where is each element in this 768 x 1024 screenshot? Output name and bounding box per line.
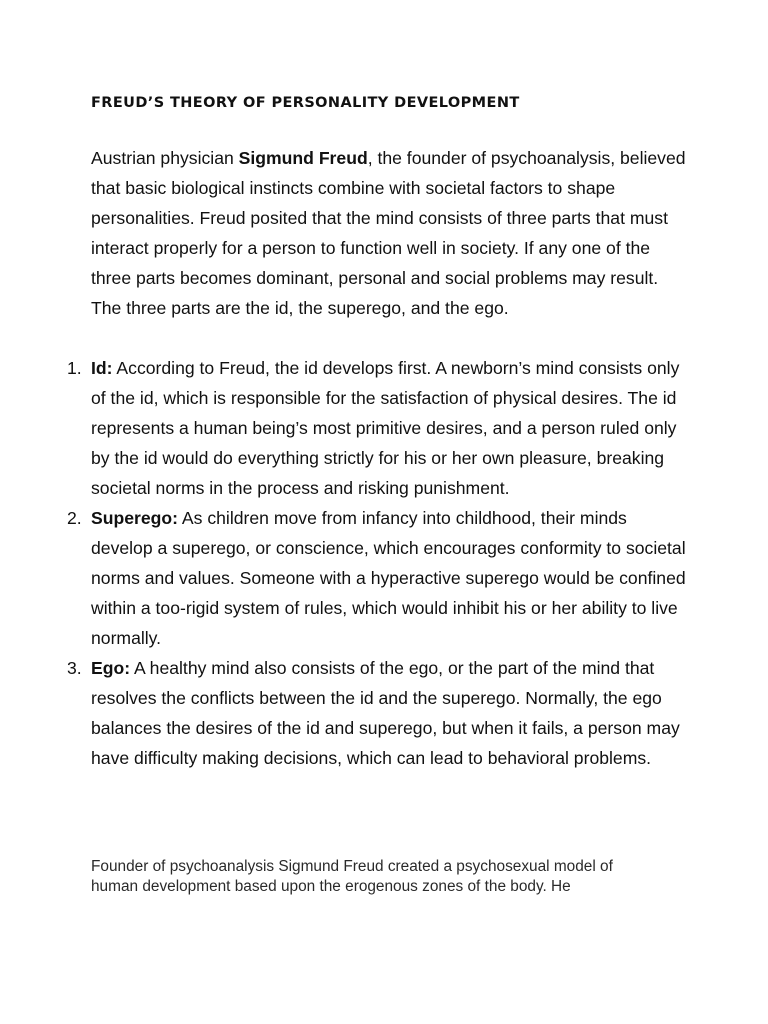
list-item-ego <box>67 653 691 773</box>
list-item-superego <box>67 503 691 653</box>
footer-line-2: human development based upon the erogenous zones of the body. He <box>91 878 571 895</box>
intro-paragraph <box>91 143 691 323</box>
term-superego: Superego: <box>91 508 178 528</box>
freud-name: Sigmund Freud <box>238 148 368 168</box>
term-ego: Ego: <box>91 658 131 678</box>
term-id: Id: <box>91 358 113 378</box>
personality-parts-list <box>67 353 691 773</box>
list-number: 2. <box>67 508 82 528</box>
item-text: According to Freud, the id develops first. A newborn’s mind consists only of the id, which is responsible for the satisfaction of physical desires. The id represents a human being’s most primitive desires, and a person ruled only by the id would do everything strictly for his or her own pleasure, breaking societal norms in the process and risking punishment. <box>91 358 680 498</box>
intro-text-start: Austrian physician <box>91 148 239 168</box>
intro-text-rest: , the founder of psychoanalysis, believed that basic biological instincts combine with societal factors to shape personalities. Freud posited that the mind consists of three parts that must interact properly for a person to function well in society. If any one of the three parts becomes dominant, personal and social problems may result. The three parts are the id, the superego, and the ego. <box>91 148 686 318</box>
document-title: FREUD’S THEORY OF PERSONALITY DEVELOPMENT <box>91 95 520 111</box>
footer-paragraph <box>91 857 701 897</box>
list-number: 1. <box>67 358 82 378</box>
list-item-id <box>67 353 691 503</box>
item-text: As children move from infancy into childhood, their minds develop a superego, or conscience, which encourages conformity to societal norms and values. Someone with a hyperactive superego would be confined within a too-rigid system of rules, which would inhibit his or her ability to live normally. <box>91 508 686 648</box>
list-number: 3. <box>67 658 82 678</box>
footer-line-1: Founder of psychoanalysis Sigmund Freud created a psychosexual model of <box>91 858 613 875</box>
item-text: A healthy mind also consists of the ego, or the part of the mind that resolves the conflicts between the id and the superego. Normally, the ego balances the desires of the id and superego, but when it fails, a person may have difficulty making decisions, which can lead to behavioral problems. <box>91 658 680 768</box>
